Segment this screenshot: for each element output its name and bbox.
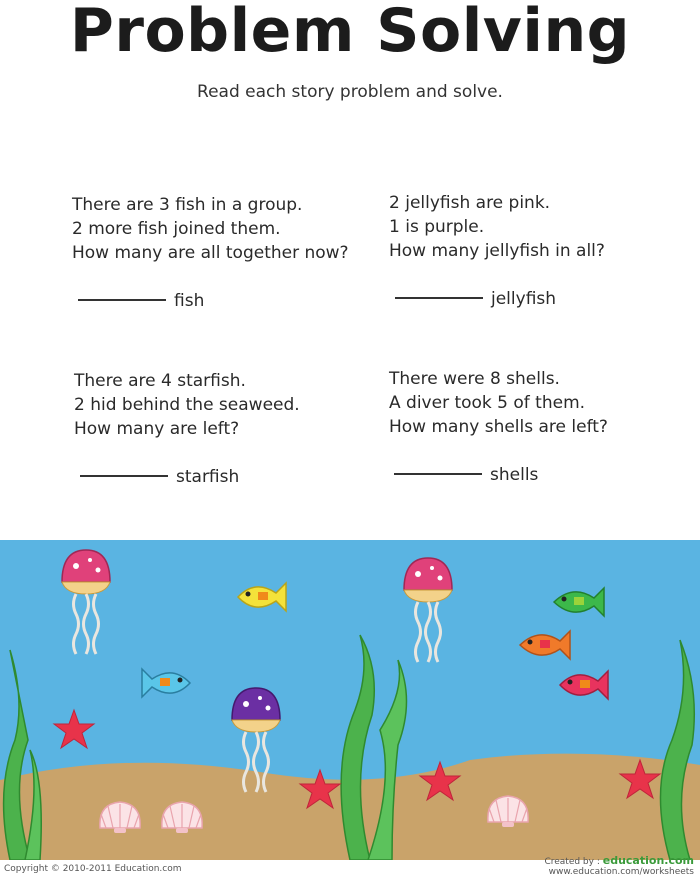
problem-shells (389, 367, 608, 439)
answer-blank[interactable] (395, 296, 483, 299)
footer-credit (544, 854, 694, 877)
answer-blank[interactable] (80, 474, 168, 477)
problem-line: There are 4 starfish. (74, 371, 246, 391)
answer-unit: starfish (176, 467, 240, 487)
answer-blank[interactable] (78, 298, 166, 301)
problem-line: How many jellyfish in all? (389, 241, 605, 261)
shell-icon (162, 802, 202, 833)
problem-fish (72, 193, 349, 265)
brand-logo: education.com (602, 854, 694, 867)
answer-starfish (80, 467, 239, 487)
problem-jellyfish (389, 191, 605, 263)
shell-icon (100, 802, 140, 833)
answer-unit: jellyfish (491, 289, 557, 309)
copyright: Copyright © 2010-2011 Education.com (4, 864, 182, 874)
problem-line: There were 8 shells. (389, 369, 560, 389)
problem-line: 1 is purple. (389, 217, 485, 237)
problem-line: 2 jellyfish are pink. (389, 193, 551, 213)
answer-unit: fish (174, 291, 205, 311)
answer-unit: shells (490, 465, 539, 485)
instructions: Read each story problem and solve. (197, 82, 503, 102)
footer-url: www.education.com/worksheets (548, 867, 694, 877)
shell-icon (488, 796, 528, 827)
problem-line: How many are left? (74, 419, 240, 439)
ocean-illustration (0, 540, 700, 860)
problem-line: How many are all together now? (72, 243, 349, 263)
answer-fish (78, 291, 204, 311)
created-by-label: Created by : (544, 857, 600, 867)
problem-line: How many shells are left? (389, 417, 608, 437)
answer-blank[interactable] (394, 472, 482, 475)
problem-line: There are 3 fish in a group. (72, 195, 303, 215)
problem-starfish (74, 369, 300, 441)
problem-line: A diver took 5 of them. (389, 393, 586, 413)
answer-shells (394, 465, 538, 485)
problem-line: 2 more fish joined them. (72, 219, 281, 239)
answer-jellyfish (395, 289, 556, 309)
page-title: Problem Solving (69, 0, 631, 66)
problem-line: 2 hid behind the seaweed. (74, 395, 300, 415)
